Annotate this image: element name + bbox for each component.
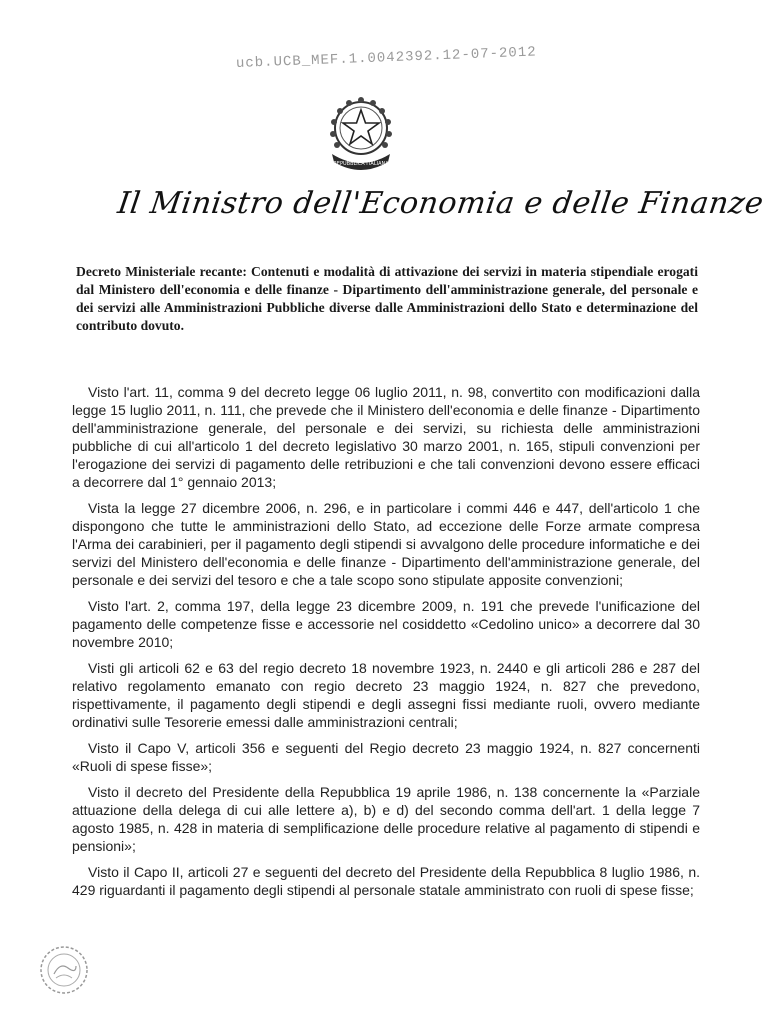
paragraph-recital: Visti gli articoli 62 e 63 del regio decreto 18 novembre 1923, n. 2440 e gli articoli 286 e 287 del relativo regolamento emanato con regio decreto 23 maggio 1924, n. 827 che prevedono, rispettivamente, il pagamento degli stipendi e degli assegni fissi mediante ruoli, ovvero mediante ordinativi sulle Tesorerie emessi dalle amministrazioni centrali; (72, 660, 700, 730)
round-seal-stamp-icon (38, 944, 90, 996)
paragraph-recital: Vista la legge 27 dicembre 2006, n. 296, e in particolare i commi 446 e 447, dell'articolo 1 che dispongono che tutte le amministrazioni dello Stato, ad eccezione delle Forze armate compresa l'Arma dei carabinieri, per il pagamento degli stipendi si avvalgono delle procedure informatiche e dei servizi del Ministero dell'economia e delle finanze - Dipartimento dell'amministrazione generale, del personale e dei servizi del tesoro e che a tale scopo sono stipulate apposite convenzioni; (72, 500, 700, 588)
paragraph-recital: Visto l'art. 2, comma 197, della legge 23 dicembre 2009, n. 191 che prevede l'unificazione del pagamento delle competenze fisse e accessorie nel cosiddetto «Cedolino unico» a decorrere dal 30 novembre 2010; (72, 598, 700, 650)
ministry-title: Il Ministro dell'Economia e delle Finanze (115, 186, 766, 221)
italian-republic-emblem-icon (318, 88, 404, 176)
paragraph-recital: Visto il decreto del Presidente della Repubblica 19 aprile 1986, n. 138 concernente la «Parziale attuazione della delega di cui alle lettere a), b) e d) del secondo comma dell'art. 1 della legge 7 agosto 1985, n. 428 in materia di semplificazione delle procedure relative al pagamento di stipendi e pensioni»; (72, 784, 700, 854)
document-body (72, 383, 700, 907)
paragraph-recital: Visto il Capo II, articoli 27 e seguenti del decreto del Presidente della Repubblica 8 luglio 1986, n. 429 riguardanti il pagamento degli stipendi al personale statale amministrato con ruoli di spese fisse; (72, 864, 700, 898)
emblem-ribbon-text: REPUBBLICA ITALIANA (333, 161, 389, 167)
decree-title: Decreto Ministeriale recante: Contenuti e modalità di attivazione dei servizi in materia stipendiale erogati dal Ministero dell'economia e delle finanze - Dipartimento dell'amministrazione generale, del personale e dei servizi alle Amministrazioni Pubbliche diverse dalle Amministrazioni dello Stato e determinazione del contributo dovuto. (76, 264, 698, 333)
paragraph-recital: Visto il Capo V, articoli 356 e seguenti del Regio decreto 23 maggio 1924, n. 827 concernenti «Ruoli di spese fisse»; (72, 740, 700, 774)
paragraph-recital: Visto l'art. 11, comma 9 del decreto legge 06 luglio 2011, n. 98, convertito con modificazioni dalla legge 15 luglio 2011, n. 111, che prevede che il Ministero dell'economia e delle finanze - Dipartimento dell'amministrazione generale, del personale e dei servizi, su richiesta delle amministrazioni pubbliche di cui all'articolo 1 del decreto legislativo 30 marzo 2001, n. 165, stipuli convenzioni per l'erogazione dei servizi di pagamento delle retribuzioni e che tali convenzioni devono essere efficaci a decorrere dal 1° gennaio 2013; (72, 384, 700, 490)
protocol-stamp-code: ucb.UCB_MEF.1.0042392.12-07-2012 (235, 44, 537, 72)
